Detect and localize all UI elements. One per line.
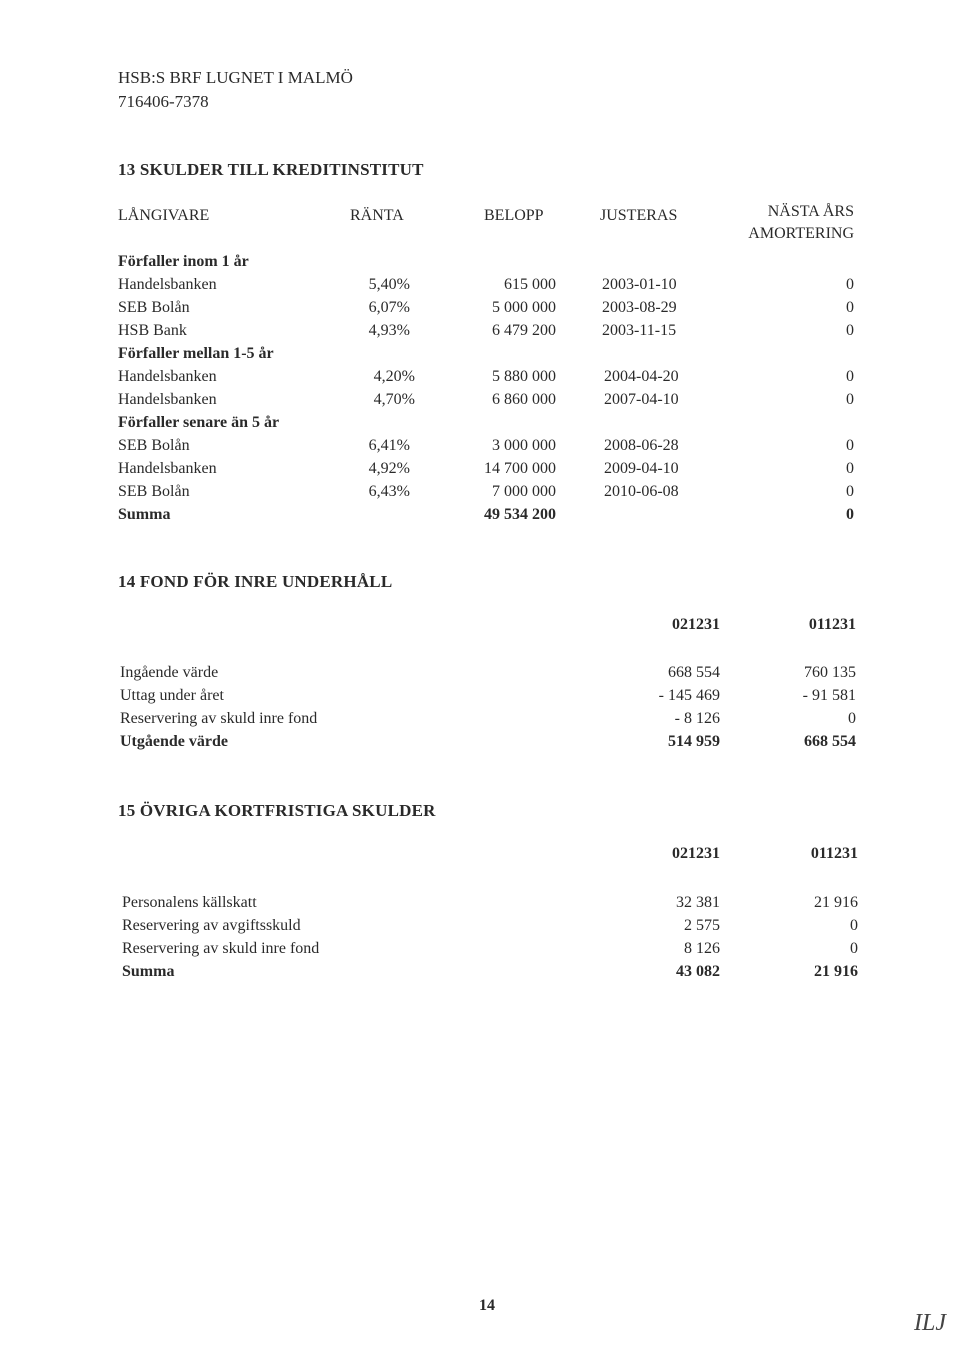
col-header-adjust: JUSTERAS xyxy=(600,207,678,224)
total-row: Summa 49 534 200 0 xyxy=(118,506,854,523)
table-row: Reservering av skuld inre fond - 8 126 0 xyxy=(120,710,856,727)
total-row: Summa 43 082 21 916 xyxy=(122,963,858,980)
col-header-rate: RÄNTA xyxy=(350,207,404,224)
table-row: Ingående värde 668 554 760 135 xyxy=(120,664,856,681)
organization-name: HSB:S BRF LUGNET I MALMÖ xyxy=(118,68,353,87)
signature-initials: ILJ xyxy=(914,1310,946,1336)
column-headers: 021231 011231 xyxy=(672,616,856,633)
table-row: Reservering av avgiftsskuld 2 575 0 xyxy=(122,917,858,934)
col-header-next-2: AMORTERING xyxy=(748,225,854,242)
table-row: SEB Bolån 6,41% 3 000 000 2008-06-28 0 xyxy=(118,437,854,454)
col-header-amount: BELOPP xyxy=(484,207,544,224)
group-heading: Förfaller senare än 5 år xyxy=(118,414,280,431)
page-number: 14 xyxy=(479,1297,495,1314)
group-heading: Förfaller mellan 1-5 år xyxy=(118,345,274,362)
column-headers: 021231 011231 xyxy=(672,845,858,862)
table-row: Handelsbanken 4,20% 5 880 000 2004-04-20 0 xyxy=(118,368,854,385)
table-row: Handelsbanken 5,40% 615 000 2003-01-10 0 xyxy=(118,276,854,293)
col-header-lender: LÅNGIVARE xyxy=(118,207,210,224)
organization-number: 716406-7378 xyxy=(118,92,209,111)
group-heading: Förfaller inom 1 år xyxy=(118,253,249,270)
table-row: SEB Bolån 6,07% 5 000 000 2003-08-29 0 xyxy=(118,299,854,316)
table-row: Handelsbanken 4,70% 6 860 000 2007-04-10 0 xyxy=(118,391,854,408)
table-row: Reservering av skuld inre fond 8 126 0 xyxy=(122,940,858,957)
table-row: Handelsbanken 4,92% 14 700 000 2009-04-10 0 xyxy=(118,460,854,477)
table-row: SEB Bolån 6,43% 7 000 000 2010-06-08 0 xyxy=(118,483,854,500)
col-header-next-1: NÄSTA ÅRS xyxy=(767,203,854,220)
table-row: HSB Bank 4,93% 6 479 200 2003-11-15 0 xyxy=(118,322,854,339)
total-row: Utgående värde 514 959 668 554 xyxy=(120,733,856,750)
section-13-title: 13 SKULDER TILL KREDITINSTITUT xyxy=(118,160,424,179)
section-15-title: 15 ÖVRIGA KORTFRISTIGA SKULDER xyxy=(118,801,436,820)
section-14-title: 14 FOND FÖR INRE UNDERHÅLL xyxy=(118,572,393,591)
table-row: Personalens källskatt 32 381 21 916 xyxy=(122,894,858,911)
table-row: Uttag under året - 145 469 - 91 581 xyxy=(120,687,856,704)
